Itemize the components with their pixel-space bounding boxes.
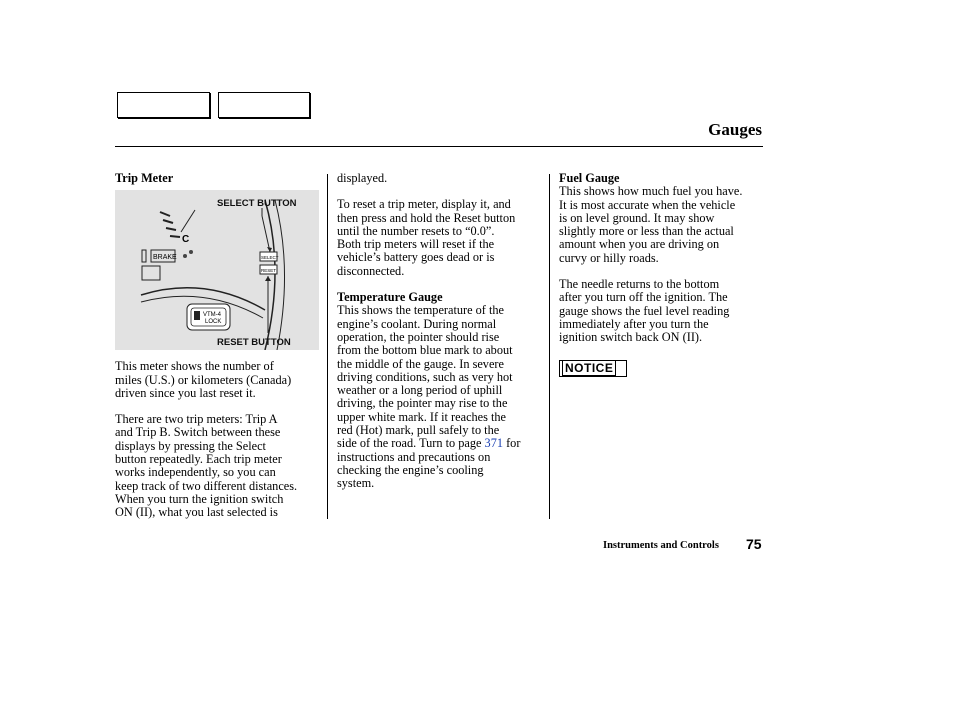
- brake-indicator: BRAKE: [153, 254, 177, 262]
- nav-tab-2[interactable]: [218, 92, 310, 118]
- page-title: Gauges: [708, 120, 762, 139]
- column-2: [337, 172, 543, 491]
- c-mark: C: [182, 234, 190, 246]
- fuel-gauge-heading: Fuel Gauge: [559, 171, 620, 185]
- nav-tab-1[interactable]: [117, 92, 210, 118]
- trip-meter-para-2: There are two trip meters: Trip A and Trip B. Switch between these displays by pressing the Select button repeatedly. Each trip meter works independently, so you can keep track of two different distances. When you turn the ignition switch ON (II), what you last selected is: [115, 412, 298, 520]
- dashboard-drawing: [115, 190, 319, 350]
- reset-button-text: RESET: [261, 268, 277, 274]
- trip-meter-para-1: This meter shows the number of miles (U.S.) or kilometers (Canada) driven since you last reset it.: [115, 359, 292, 400]
- select-button-text: SELECT: [261, 255, 279, 261]
- column-divider-1: [327, 174, 328, 519]
- vtm4-label: VTM-4: [203, 312, 221, 319]
- column-divider-2: [549, 174, 550, 519]
- temperature-text-a: This shows the temperature of the engine’s coolant. During normal operation, the pointer should rise from the bottom blue mark to about the middle of the gauge. In severe driving conditions, such as very hot weather or a long period of uphill driving, the pointer may rise to the upper white mark. If it reaches the red (Hot) mark, pull safely to the side of the road. Turn to page: [337, 303, 513, 451]
- page-371-link[interactable]: 371: [484, 436, 503, 451]
- notice-label: NOTICE: [562, 360, 616, 376]
- fuel-gauge-para-1: This shows how much fuel you have. It is most accurate when the vehicle is on level ground. It may show slightly more or less than the actual amount when you are driving on curvy or hilly roads.: [559, 184, 743, 265]
- title-divider: [115, 146, 763, 147]
- trip-meter-continued: displayed.: [337, 171, 388, 185]
- lock-label: LOCK: [205, 319, 222, 326]
- fuel-gauge-para-2: The needle returns to the bottom after you turn off the ignition. The gauge shows the fuel level reading immediately after you turn the ignition switch back ON (II).: [559, 277, 730, 345]
- notice-badge: [559, 360, 627, 377]
- trip-meter-illustration: [115, 190, 319, 350]
- temperature-text-b: for instructions and precautions on checking the engine’s cooling system.: [337, 436, 521, 491]
- column-1: [115, 172, 323, 520]
- column-3: [559, 172, 762, 377]
- page-number: 75: [746, 536, 762, 552]
- temperature-gauge-text: [337, 304, 543, 490]
- reset-instructions: To reset a trip meter, display it, and then press and hold the Reset button until the number resets to “0.0”. Both trip meters will reset if the vehicle’s battery goes dead or is disconnected.: [337, 197, 516, 278]
- trip-meter-heading: Trip Meter: [115, 171, 174, 185]
- reset-button-callout: RESET BUTTON: [217, 337, 291, 349]
- footer-section-name: Instruments and Controls: [603, 540, 719, 551]
- select-button-callout: SELECT BUTTON: [217, 198, 297, 210]
- temperature-gauge-heading: Temperature Gauge: [337, 290, 443, 305]
